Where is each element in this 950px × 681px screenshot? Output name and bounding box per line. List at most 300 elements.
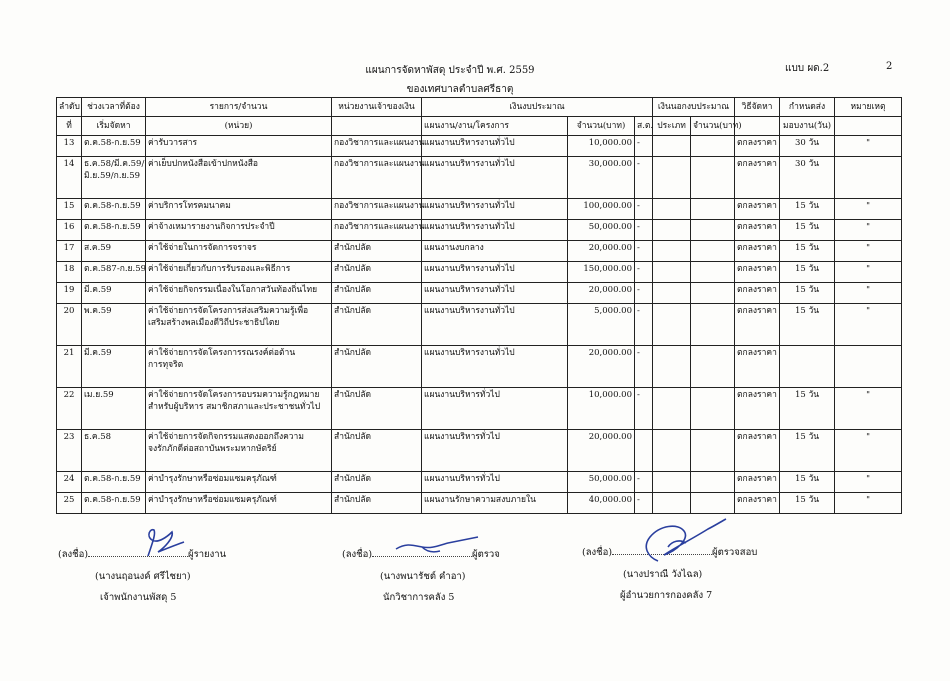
row-remark [835, 388, 902, 430]
row-code-text: - [637, 306, 640, 316]
header-agency-2 [332, 117, 422, 136]
header-period-2: เริ่มจัดหา [82, 117, 146, 136]
row-remark [835, 157, 902, 199]
row-agency-text: กองวิชาการและแผนงาน [334, 138, 425, 148]
row-plan [422, 472, 568, 493]
row-amount [568, 157, 635, 199]
row-code-text: - [637, 159, 640, 169]
row-deadline [780, 199, 835, 220]
row-plan [422, 199, 568, 220]
table-row [57, 304, 902, 346]
form-code: แบบ ผด.2 [785, 63, 830, 74]
sign-label-1: (ลงชื่อ) [58, 549, 89, 560]
handwritten-signature-3 [628, 517, 728, 567]
row-deadline [780, 136, 835, 157]
handwritten-signature-2 [392, 535, 482, 557]
row-item [146, 283, 332, 304]
row-amount-text: 20,000.00 [588, 348, 632, 358]
row-no [57, 493, 82, 514]
row-period [82, 220, 146, 241]
table-row [57, 493, 902, 514]
row-code-text: - [637, 285, 640, 295]
row-deadline-text: 30 วัน [794, 159, 820, 169]
row-agency-text: สำนักปลัด [334, 474, 372, 484]
row-no-text: 24 [63, 474, 75, 484]
row-deadline [780, 241, 835, 262]
row-no-text: 16 [63, 222, 75, 232]
row-code [635, 388, 653, 430]
row-agency-text: สำนักปลัด [334, 390, 372, 400]
row-period [82, 493, 146, 514]
row-nb-amount [691, 346, 735, 388]
sign-role-2: ผู้ตรวจ [472, 549, 500, 560]
header-item: รายการ/จำนวน [146, 98, 332, 117]
row-remark [835, 346, 902, 388]
row-no-text: 23 [63, 432, 75, 442]
row-period-text: ธ.ค.58/มี.ค.59/ [84, 159, 145, 169]
table-header-row-1 [57, 98, 902, 117]
row-item-text: ค่าใช้จ่ายในการจัดการจราจร [148, 243, 257, 253]
row-no-text: 19 [63, 285, 75, 295]
row-amount-text: 100,000.00 [583, 201, 632, 211]
table-row [57, 241, 902, 262]
row-deadline-text: 15 วัน [794, 222, 820, 232]
row-plan [422, 388, 568, 430]
row-no-text: 15 [63, 201, 75, 211]
row-nb-type [653, 199, 691, 220]
table-row [57, 346, 902, 388]
row-agency-text: สำนักปลัด [334, 306, 372, 316]
row-amount-text: 50,000.00 [588, 474, 632, 484]
row-period-text: มี.ค.59 [84, 348, 112, 358]
row-item-text: ค่าใช้จ่ายการจัดโครงการอบรมความรู้กฎหมาย [148, 390, 320, 400]
table-row [57, 388, 902, 430]
row-no [57, 241, 82, 262]
row-plan-text: แผนงานบริหารงานทั่วไป [424, 348, 515, 358]
row-remark [835, 220, 902, 241]
row-no-text: 22 [63, 390, 75, 400]
row-code [635, 346, 653, 388]
row-method [735, 136, 780, 157]
row-code [635, 430, 653, 472]
row-item-text: ค่าเย็บปกหนังสือเข้าปกหนังสือ [148, 159, 259, 169]
row-period [82, 304, 146, 346]
row-nb-type [653, 157, 691, 199]
row-code [635, 262, 653, 283]
row-remark-text: " [866, 390, 870, 400]
row-plan-text: แผนงานรักษาความสงบภายใน [424, 495, 536, 505]
row-remark [835, 430, 902, 472]
row-nb-type [653, 220, 691, 241]
document-title: แผนการจัดหาพัสดุ ประจำปี พ.ศ. 2559 [365, 65, 535, 76]
row-remark-text: " [866, 222, 870, 232]
row-nb-amount [691, 136, 735, 157]
header-method: วิธีจัดหา [735, 98, 780, 117]
table-row [57, 283, 902, 304]
row-code [635, 199, 653, 220]
row-amount [568, 262, 635, 283]
row-remark [835, 241, 902, 262]
row-deadline-text: 15 วัน [794, 474, 820, 484]
row-agency [332, 241, 422, 262]
row-amount-text: 150,000.00 [583, 264, 632, 274]
row-no-text: 13 [63, 138, 75, 148]
row-period-text: ต.ค.58-ก.ย.59 [84, 495, 141, 505]
row-deadline [780, 346, 835, 388]
row-amount-text: 30,000.00 [588, 159, 632, 169]
header-remark-2 [835, 117, 902, 136]
row-agency-text: สำนักปลัด [334, 264, 372, 274]
row-agency [332, 430, 422, 472]
row-agency [332, 346, 422, 388]
row-nb-amount [691, 199, 735, 220]
row-code [635, 493, 653, 514]
row-amount-text: 50,000.00 [588, 222, 632, 232]
row-amount [568, 388, 635, 430]
row-no [57, 199, 82, 220]
row-agency [332, 262, 422, 283]
table-row [57, 136, 902, 157]
row-period-text: เม.ย.59 [84, 390, 114, 400]
row-item-text: ค่าใช้จ่ายการจัดกิจกรรมแสดงออกถึงความ [148, 432, 304, 442]
row-deadline-text: 15 วัน [794, 306, 820, 316]
row-period [82, 430, 146, 472]
row-code [635, 220, 653, 241]
row-method [735, 262, 780, 283]
row-code [635, 304, 653, 346]
row-item-text: ค่าบำรุงรักษาหรือซ่อมแซมครุภัณฑ์ [148, 495, 277, 505]
document-subtitle: ของเทศบาลตำบลศรีธาตุ [406, 84, 514, 95]
row-agency-text: สำนักปลัด [334, 243, 372, 253]
row-method-text: ตกลงราคา [737, 159, 777, 169]
row-agency [332, 493, 422, 514]
row-item-text: ค่าใช้จ่ายกิจกรรมเนื่องในโอกาสวันท้องถิ่นไทย [148, 285, 318, 295]
row-nb-amount [691, 262, 735, 283]
header-nb-amount: จำนวน(บาท) [691, 117, 735, 136]
signer-position-1: เจ้าพนักงานพัสดุ 5 [100, 592, 177, 603]
header-period: ช่วงเวลาที่ต้อง [82, 98, 146, 117]
row-agency [332, 283, 422, 304]
row-no-text: 18 [63, 264, 75, 274]
row-agency [332, 157, 425, 199]
row-remark [835, 493, 902, 514]
row-no-text: 17 [63, 243, 75, 253]
row-plan [422, 262, 568, 283]
row-code-text: - [637, 348, 640, 358]
row-item-text: ค่าบำรุงรักษาหรือซ่อมแซมครุภัณฑ์ [148, 474, 277, 484]
row-code-text: - [637, 474, 640, 484]
row-method-text: ตกลงราคา [737, 222, 777, 232]
sign-role-1: ผู้รายงาน [188, 549, 227, 560]
row-code [635, 472, 653, 493]
header-type: ประเภท [653, 117, 691, 136]
row-amount [568, 346, 635, 388]
row-nb-amount [691, 220, 735, 241]
row-deadline [780, 262, 835, 283]
row-period-text: ต.ค.58-ก.ย.59 [84, 201, 141, 211]
row-code-text: - [637, 138, 640, 148]
row-period [82, 283, 146, 304]
procurement-plan-table [56, 97, 902, 514]
row-plan [422, 136, 568, 157]
row-period-text: ต.ค.58-ก.ย.59 [84, 222, 141, 232]
row-agency-text: สำนักปลัด [334, 348, 372, 358]
row-agency [332, 472, 422, 493]
row-method [735, 430, 780, 472]
row-plan-text: แผนงานบริหารทั่วไป [424, 432, 500, 442]
row-nb-amount [691, 493, 735, 514]
row-item [146, 220, 332, 241]
row-no [57, 136, 82, 157]
row-item-text: ค่ารับวารสาร [148, 138, 198, 148]
row-nb-type [653, 472, 691, 493]
signer-name-1: (นางนฤอนงค์ ศรีไชยา) [95, 571, 191, 582]
row-no [57, 220, 82, 241]
table-header-row-2 [57, 117, 902, 136]
row-method [735, 304, 780, 346]
row-plan-text: แผนงานบริหารงานทั่วไป [424, 285, 515, 295]
row-amount-text: 20,000.00 [588, 285, 632, 295]
row-agency [332, 220, 425, 241]
row-method-text: ตกลงราคา [737, 243, 777, 253]
row-code-text: - [637, 495, 640, 505]
row-code [635, 157, 653, 199]
row-no [57, 157, 82, 199]
row-amount [568, 304, 635, 346]
row-deadline-text: 15 วัน [794, 264, 820, 274]
row-no [57, 304, 82, 346]
sign-role-3: ผู้ตรวจสอบ [712, 547, 758, 558]
page-number: 2 [886, 61, 893, 72]
row-period-text: มี.ค.59 [84, 285, 112, 295]
row-no [57, 346, 82, 388]
row-period-text: ธ.ค.58 [84, 432, 112, 442]
row-deadline [780, 304, 835, 346]
row-deadline-text: 15 วัน [794, 495, 820, 505]
row-deadline [780, 220, 835, 241]
row-item-text: ค่าใช้จ่ายเกี่ยวกับการรับรองและพิธีการ [148, 264, 291, 274]
row-agency-text: กองวิชาการและแผนงาน [334, 159, 425, 169]
row-nb-type [653, 430, 691, 472]
row-method-text: ตกลงราคา [737, 138, 777, 148]
row-plan [422, 430, 568, 472]
row-plan-text: แผนงานบริหารงานทั่วไป [424, 264, 515, 274]
row-plan-text: แผนงานบริหารงานทั่วไป [424, 159, 515, 169]
row-item-text: ค่าใช้จ่ายการจัดโครงการรณรงค์ต่อต้าน [148, 348, 296, 358]
row-deadline-text: 15 วัน [794, 243, 820, 253]
row-deadline [780, 430, 835, 472]
row-plan-text: แผนงานบริหารงานทั่วไป [424, 201, 515, 211]
row-code-text: - [637, 243, 640, 253]
row-plan-text: แผนงานบริหารงานทั่วไป [424, 306, 515, 316]
row-method [735, 241, 780, 262]
row-plan [422, 493, 568, 514]
row-period-text: พ.ค.59 [84, 306, 112, 316]
row-amount-text: 10,000.00 [588, 390, 632, 400]
row-method-text: ตกลงราคา [737, 306, 777, 316]
row-plan [422, 283, 568, 304]
row-period [82, 346, 146, 388]
row-deadline [780, 472, 835, 493]
row-nb-type [653, 241, 691, 262]
row-agency-text: สำนักปลัด [334, 495, 372, 505]
row-plan [422, 220, 568, 241]
row-period [82, 199, 146, 220]
row-no-text: 21 [63, 348, 75, 358]
row-deadline-text: 15 วัน [794, 285, 820, 295]
row-code [635, 136, 653, 157]
row-nb-amount [691, 430, 735, 472]
row-nb-amount [691, 283, 735, 304]
row-item [146, 304, 332, 346]
table-row [57, 220, 902, 241]
row-amount-text: 20,000.00 [588, 432, 632, 442]
row-item-text: ค่าบริการโทรคมนาคม [148, 201, 231, 211]
row-item-text-line2: จงรักภักดีต่อสถาบันพระมหากษัตริย์ [148, 444, 277, 454]
header-agency: หน่วยงานเจ้าของเงิน [332, 98, 422, 117]
row-amount [568, 493, 635, 514]
row-remark-text: " [866, 243, 870, 253]
signer-name-2: (นางพนารัชต์ คำอา) [380, 571, 466, 582]
row-amount-text: 40,000.00 [588, 495, 632, 505]
header-deadline-2: มอบงาน(วัน) [780, 117, 835, 136]
row-deadline-text: 15 วัน [794, 390, 820, 400]
row-agency [332, 199, 425, 220]
table-row [57, 430, 902, 472]
row-remark-text: " [866, 201, 870, 211]
row-method-text: ตกลงราคา [737, 348, 777, 358]
row-method-text: ตกลงราคา [737, 474, 777, 484]
row-no [57, 283, 82, 304]
row-period-text: ต.ค.587-ก.ย.59 [84, 264, 147, 274]
row-remark [835, 304, 902, 346]
signer-position-3: ผู้อำนวยการกองคลัง 7 [620, 590, 713, 601]
row-nb-type [653, 493, 691, 514]
table-row [57, 472, 902, 493]
row-code-text: - [637, 222, 640, 232]
header-budget: เงินงบประมาณ [422, 98, 653, 117]
row-code [635, 241, 653, 262]
header-nonbudget: เงินนอกงบประมาณ [653, 98, 735, 117]
row-nb-type [653, 262, 691, 283]
row-item [146, 493, 332, 514]
row-item [146, 157, 332, 199]
row-period [82, 262, 146, 283]
row-item-text-line2: เสริมสร้างพลเมืองดีวิถีประชาธิปไตย [148, 318, 280, 328]
row-remark-text: " [866, 306, 870, 316]
signer-position-2: นักวิชาการคลัง 5 [383, 592, 455, 603]
row-method [735, 472, 780, 493]
row-nb-type [653, 304, 691, 346]
row-agency-text: สำนักปลัด [334, 285, 372, 295]
row-deadline-text: 15 วัน [794, 201, 820, 211]
row-plan-text: แผนงานบริหารงานทั่วไป [424, 138, 515, 148]
table-body [57, 136, 902, 514]
row-period [82, 472, 146, 493]
header-code: ส.ต. [635, 117, 653, 136]
row-no [57, 388, 82, 430]
row-amount [568, 136, 635, 157]
row-amount [568, 283, 635, 304]
row-code-text: - [637, 390, 640, 400]
row-period-text: ส.ค.59 [84, 243, 112, 253]
row-plan [422, 346, 568, 388]
row-nb-type [653, 283, 691, 304]
header-plan: แผนงาน/งาน/โครงการ [422, 117, 568, 136]
row-no [57, 430, 82, 472]
row-amount [568, 220, 635, 241]
row-plan-text: แผนงานบริหารทั่วไป [424, 474, 500, 484]
row-nb-amount [691, 472, 735, 493]
row-period-text-line2: มิ.ย.59/ก.ย.59 [84, 171, 141, 181]
table-row [57, 199, 902, 220]
row-method-text: ตกลงราคา [737, 264, 777, 274]
row-item [146, 241, 332, 262]
row-remark-text: " [866, 474, 870, 484]
header-no-2: ที่ [57, 117, 82, 136]
row-code [635, 283, 653, 304]
row-code-text: - [637, 264, 640, 274]
row-deadline-text: 15 วัน [794, 432, 820, 442]
row-period [82, 157, 146, 199]
row-item [146, 262, 332, 283]
row-item [146, 199, 332, 220]
header-remark: หมายเหตุ [835, 98, 902, 117]
row-remark [835, 199, 902, 220]
row-remark [835, 283, 902, 304]
row-plan-text: แผนงานบริหารงานทั่วไป [424, 222, 515, 232]
row-nb-amount [691, 241, 735, 262]
row-item-text-line2: การทุจริต [148, 360, 184, 370]
row-period [82, 136, 146, 157]
row-period-text: ต.ค.58-ก.ย.59 [84, 138, 141, 148]
row-agency-text: สำนักปลัด [334, 432, 372, 442]
row-remark-text: " [866, 495, 870, 505]
header-amount: จำนวน(บาท) [568, 117, 635, 136]
row-method-text: ตกลงราคา [737, 390, 777, 400]
header-no: ลำดับ [57, 98, 82, 117]
row-nb-type [653, 388, 691, 430]
row-agency-text: กองวิชาการและแผนงาน [334, 222, 425, 232]
row-item [146, 346, 332, 388]
row-nb-amount [691, 388, 735, 430]
row-nb-amount [691, 304, 735, 346]
row-amount [568, 199, 635, 220]
handwritten-signature-1 [138, 526, 188, 562]
row-no-text: 14 [63, 159, 75, 169]
row-amount [568, 430, 635, 472]
row-agency [332, 304, 422, 346]
row-item-text-line2: สำหรับผู้บริหาร สมาชิกสภาและประชาชนทั่วไป [148, 402, 321, 412]
row-remark-text: " [866, 432, 870, 442]
row-nb-amount [691, 157, 735, 199]
row-plan [422, 304, 568, 346]
row-deadline [780, 388, 835, 430]
row-plan [422, 241, 568, 262]
row-method [735, 199, 780, 220]
row-deadline [780, 283, 835, 304]
sign-label-3: (ลงชื่อ) [582, 547, 613, 558]
row-method-text: ตกลงราคา [737, 495, 777, 505]
row-remark-text: " [866, 264, 870, 274]
row-period-text: ต.ค.58-ก.ย.59 [84, 474, 141, 484]
row-item [146, 472, 332, 493]
header-item-2: (หน่วย) [146, 117, 332, 136]
row-amount-text: 20,000.00 [588, 243, 632, 253]
header-deadline: กำหนดส่ง [780, 98, 835, 117]
row-no [57, 472, 82, 493]
row-nb-type [653, 136, 691, 157]
